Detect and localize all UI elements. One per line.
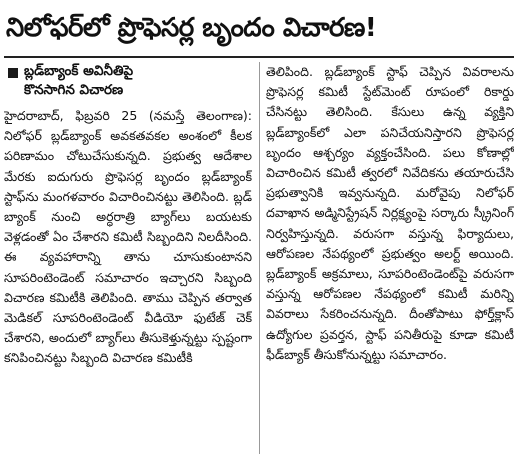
subheading-line-2: కొనసాగిన విచారణ	[24, 82, 124, 98]
subheading	[4, 62, 252, 100]
headline-rule	[4, 56, 514, 58]
article-body-left: హైదరాబాద్, ఫిబ్రవరి 25 (నమస్తే తెలంగాణ): నిలోఫర్ బ్లడ్‌బ్యాంక్ అవకతవకల అంశంలో కీలక పరిణామం చోటుచేసుకున్నది. ప్రభుత్వ ఆదేశాల మేరకు ఐదుగురు ప్రొఫెసర్ల బృందం బ్లడ్‌బ్యాంక్ స్టాఫ్‌ను మంగళవారం విచారించినట్టు తెలిసింది. బ్లడ్ బ్యాంక్ నుంచి అర్ధరాత్రి బ్యాగ్‌లు బయటకు వెళ్లడంతో ఏం చేశారని కమిటీ సిబ్బందిని నిలదీసింది. ఈ వ్యవహారాన్ని తాను చూసుకుంటానని సూపరింటెండెంట్ సమాచారం ఇచ్చారని సిబ్బంది విచారణ కమిటీకి తెలిపింది. తాము చెప్పిన తర్వాత మెడికల్ సూపరింటెండెంట్ వీడియో ఫుటేజ్ చెక్ చేశారని, అందులో బ్యాగ్‌లు తీసుకెళ్తున్నట్టు స్పష్టంగా కనిపించినట్టు సిబ్బంది విచారణ కమిటీకి	[4, 108, 252, 366]
article-body-right: తెలిపింది. బ్లడ్‌బ్యాంక్ స్టాఫ్ చెప్పిన వివరాలను ప్రొఫెసర్ల కమిటీ స్టేట్‌మెంట్ రూపంలో రికార్డు చేసినట్టు తెలిసింది. కేసులు ఉన్న వ్యక్తిని బ్లడ్‌బ్యాంక్‌లో ఎలా పనిచేయనిస్తారని ప్రొఫెసర్ల బృందం ఆశ్చర్యం వ్యక్తంచేసింది. పలు కోణాల్లో విచారించిన కమిటీ త్వరలో నివేదికను తయారుచేసి ప్రభుత్వానికి ఇవ్వనున్నది. మరోవైపు నిలోఫర్ దవాఖాన అడ్మినిస్ట్రేషన్ నిర్లక్ష్యంపై సర్కారు స్క్రీనింగ్ నిర్వహిస్తున్నది. వరుసగా వస్తున్న ఫిర్యాదులు, ఆరోపణల నేపథ్యంలో ప్రభుత్వం అలర్ట్ అయింది. బ్లడ్‌బ్యాంక్ అక్రమాలు, సూపరింటెండెంట్‌పై వరుసగా వస్తున్న ఆరోపణల నేపథ్యంలో కమిటీ మరిన్ని వివరాలు సేకరించనున్నది. దీంతోపాటు ఫోర్త్‌క్లాస్ ఉద్యోగుల ప్రవర్తన, స్టాఫ్ పనితీరుపై కూడా కమిటీ ఫీడ్‌బ్యాక్ తీసుకోనున్నట్టు సమాచారం.	[266, 64, 514, 362]
subheading-line-1: బ్లడ్‌బ్యాంక్ అవినీతిపై	[24, 63, 134, 79]
article-headline: నిలోఫర్‌లో ప్రొఫెసర్ల బృందం విచారణ!	[6, 13, 377, 43]
square-bullet-icon	[8, 68, 18, 78]
subheading-text	[24, 62, 133, 100]
article-column-left	[4, 62, 252, 436]
article-column-right	[266, 62, 514, 454]
column-divider	[259, 62, 260, 454]
